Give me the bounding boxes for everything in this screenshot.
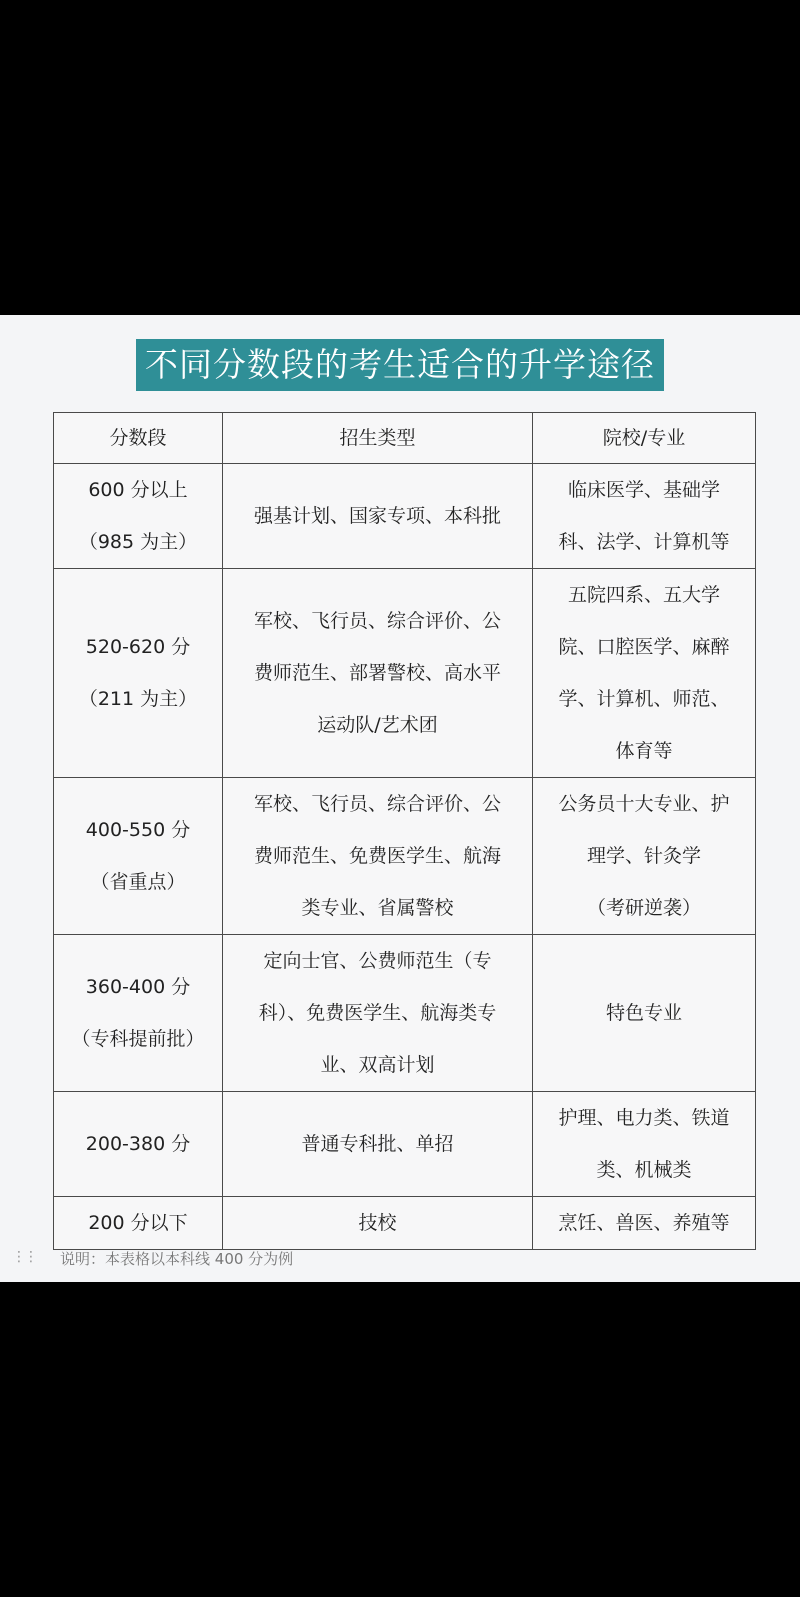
cell-major	[533, 1197, 756, 1250]
table-row	[54, 935, 756, 1092]
table-row	[54, 569, 756, 778]
cell-score	[54, 1092, 223, 1197]
cell-score	[54, 464, 223, 569]
cell-line: 五院四系、五大学	[567, 584, 720, 606]
cell-major	[533, 935, 756, 1092]
table-row	[54, 1092, 756, 1197]
cell-score	[54, 1197, 223, 1250]
cell-line: 业、双高计划	[320, 1054, 435, 1076]
cell-line: （985 为主）	[78, 531, 198, 553]
cell-type	[223, 1197, 533, 1250]
cell-line: 200 分以下	[88, 1212, 188, 1234]
cell-major	[533, 1092, 756, 1197]
cell-line: 360-400 分	[85, 976, 191, 998]
page-title: 不同分数段的考生适合的升学途径	[136, 339, 664, 391]
cell-line: 军校、飞行员、综合评价、公	[253, 793, 501, 815]
cell-line: （考研逆袭）	[586, 897, 701, 919]
cell-line: 600 分以上	[88, 479, 188, 501]
table-row	[54, 464, 756, 569]
cell-type	[223, 935, 533, 1092]
cell-type	[223, 464, 533, 569]
title-wrap	[0, 339, 800, 391]
cell-line: （211 为主）	[78, 688, 198, 710]
cell-line: 体育等	[615, 740, 673, 762]
cell-line: （省重点）	[90, 871, 186, 893]
cell-line: 学、计算机、师范、	[558, 688, 730, 710]
cell-line: 类、机械类	[596, 1159, 692, 1181]
cell-line: 费师范生、部署警校、高水平	[253, 662, 501, 684]
header-type: 招生类型	[223, 413, 533, 464]
cell-line: 理学、针灸学	[586, 845, 701, 867]
cell-line: （专科提前批）	[71, 1028, 205, 1050]
cell-line: 类专业、省属警校	[301, 897, 454, 919]
cell-line: 院、口腔医学、麻醉	[558, 636, 730, 658]
cell-line: 技校	[358, 1212, 397, 1234]
cell-major	[533, 464, 756, 569]
cell-line: 烹饪、兽医、养殖等	[558, 1212, 730, 1234]
cell-line: 强基计划、国家专项、本科批	[253, 505, 501, 527]
cell-line: 公务员十大专业、护	[558, 793, 730, 815]
cell-type	[223, 569, 533, 778]
cell-line: 520-620 分	[85, 636, 191, 658]
cell-line: 特色专业	[605, 1002, 682, 1024]
cell-line: 运动队/艺术团	[317, 714, 438, 736]
cell-major	[533, 569, 756, 778]
cell-line: 400-550 分	[85, 819, 191, 841]
header-score: 分数段	[54, 413, 223, 464]
content-panel	[0, 315, 800, 1282]
cell-score	[54, 935, 223, 1092]
cell-line: 科）、免费医学生、航海类专	[258, 1002, 497, 1024]
table-header-row	[54, 413, 756, 464]
cell-line: 费师范生、免费医学生、航海	[253, 845, 501, 867]
table-row	[54, 778, 756, 935]
cell-line: 护理、电力类、铁道	[558, 1107, 730, 1129]
cell-line: 定向士官、公费师范生（专	[263, 950, 492, 972]
cell-score	[54, 778, 223, 935]
table-body	[54, 464, 756, 1250]
cell-type	[223, 1092, 533, 1197]
header-major: 院校/专业	[533, 413, 756, 464]
cell-line: 普通专科批、单招	[301, 1133, 454, 1155]
cell-major	[533, 778, 756, 935]
table-row	[54, 1197, 756, 1250]
admission-table	[53, 412, 756, 1250]
cell-score	[54, 569, 223, 778]
cell-line: 200-380 分	[85, 1133, 191, 1155]
cell-line: 军校、飞行员、综合评价、公	[253, 610, 501, 632]
drag-handle-icon[interactable]: ⋮⋮	[12, 1249, 36, 1265]
cell-line: 科、法学、计算机等	[558, 531, 730, 553]
table-note: 说明：本表格以本科线 400 分为例	[60, 1250, 294, 1268]
cell-type	[223, 778, 533, 935]
cell-line: 临床医学、基础学	[567, 479, 720, 501]
